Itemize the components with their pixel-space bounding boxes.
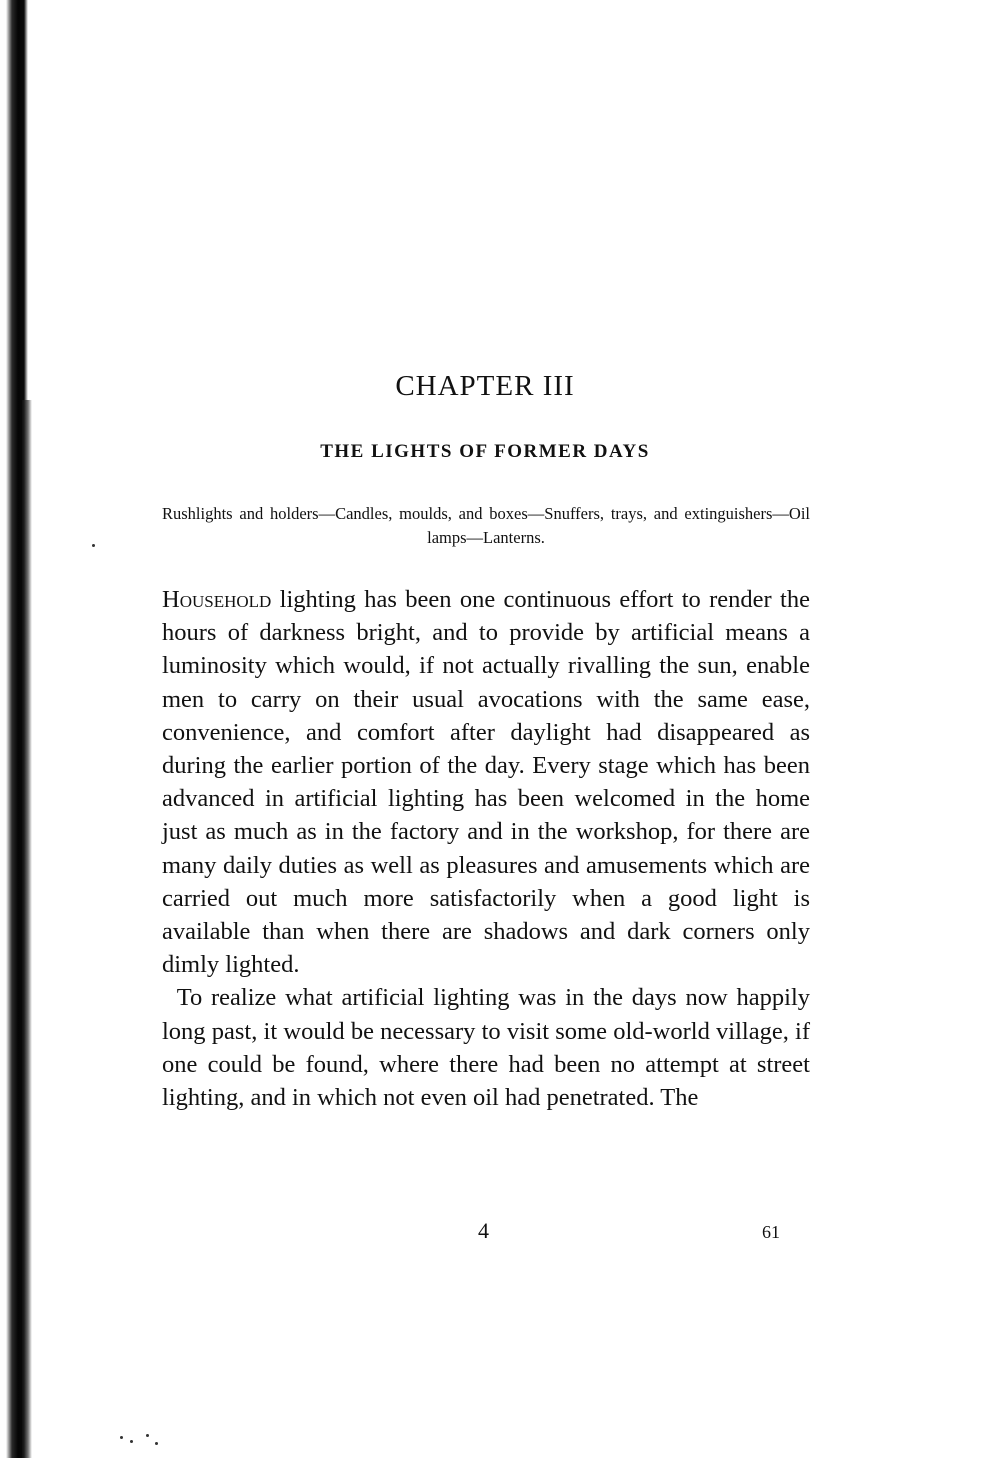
signature-mark: 4 [478, 1218, 489, 1243]
paragraph-1 [162, 583, 810, 981]
paragraph-1-text: lighting has been one continuous effort to render the hours of darkness bright, and to provide by artificial means a luminosity which would, if not actually rivalling the sun, enable men to carry on their usual avocations with the same ease, convenience, and comfort after daylight had disappeared as during the earlier portion of the day. Every stage which has been advanced in artificial lighting has been welcomed in the home just as much as in the factory and in the workshop, for there are many daily duties as well as pleasures and amusements which are carried out much more satisfactorily when a good light is available than when there are shadows and dark corners only dimly lighted. [162, 586, 810, 979]
scan-speck [146, 1434, 149, 1437]
paragraph-1-lead-word: Household [162, 586, 272, 613]
scanned-binding-edge [0, 0, 34, 1458]
scan-speck [92, 544, 95, 547]
chapter-subtitle: THE LIGHTS OF FORMER DAYS [320, 441, 650, 462]
scan-speck [155, 1442, 158, 1445]
scan-speck [130, 1440, 133, 1443]
body-text [162, 583, 810, 1114]
page-number: 61 [762, 1222, 780, 1242]
chapter-title: CHAPTER III [395, 370, 575, 402]
binding-shadow-inner [22, 400, 32, 1458]
scan-speck [120, 1436, 123, 1439]
chapter-synopsis: Rushlights and holders—Candles, moulds, and boxes—Snuffers, trays, and extinguishers—Oil lamps—Lanterns. [162, 504, 810, 547]
paragraph-2: To realize what artificial lighting was in the days now happily long past, it would be necessary to visit some old-world village, if one could be found, where there had been no attempt at street lighting, and in which not even oil had penetrated. The [162, 984, 810, 1112]
